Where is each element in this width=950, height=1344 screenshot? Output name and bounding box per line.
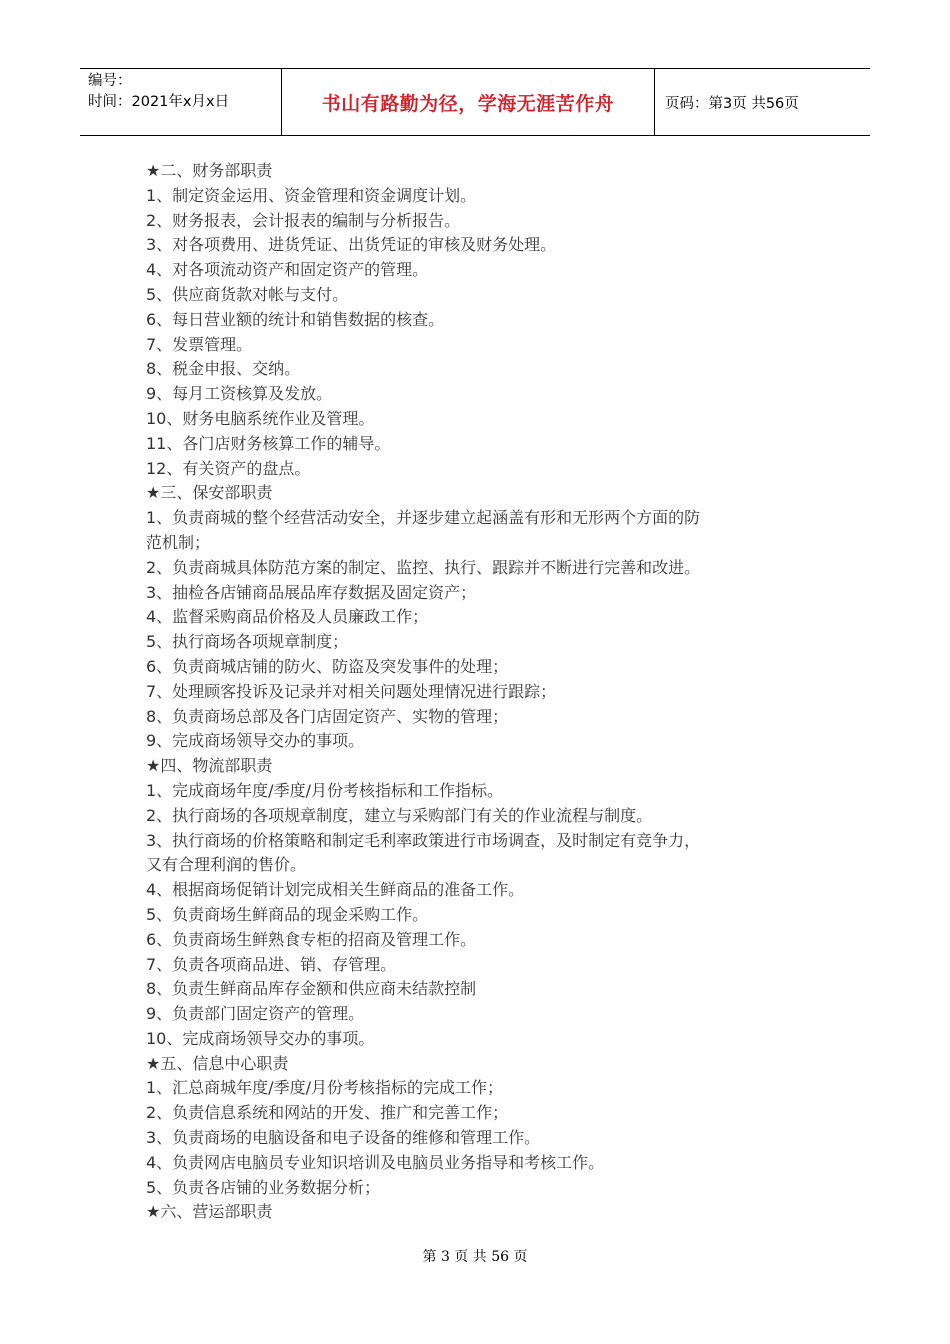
list-item: 9、负责部门固定资产的管理。 — [146, 1004, 365, 1024]
page-info: 页码：第3页 共56页 — [665, 95, 799, 112]
list-item: 又有合理利润的售价。 — [146, 855, 307, 875]
list-item: 4、对各项流动资产和固定资产的管理。 — [146, 260, 429, 280]
list-item: 2、负责信息系统和网站的开发、推广和完善工作； — [146, 1103, 509, 1123]
document-body — [146, 159, 826, 1225]
list-item: 12、有关资产的盘点。 — [146, 458, 311, 478]
list-item: 8、负责生鲜商品库存金额和供应商未结款控制 — [146, 979, 477, 999]
list-item: 1、负责商城的整个经营活动安全，并逐步建立起涵盖有形和无形两个方面的防 — [146, 508, 701, 528]
list-item: 5、供应商货款对帐与支付。 — [146, 284, 349, 304]
list-item: 3、抽检各店铺商品展品库存数据及固定资产； — [146, 582, 477, 602]
section-heading: ★三、保安部职责 — [146, 483, 273, 503]
list-item: 2、财务报表，会计报表的编制与分析报告。 — [146, 210, 461, 230]
page-footer: 第 3 页 共 56 页 — [422, 1249, 528, 1265]
list-item: 5、负责各店铺的业务数据分析； — [146, 1177, 381, 1197]
list-item: 9、完成商场领导交办的事项。 — [146, 731, 365, 751]
list-item: 1、汇总商城年度/季度/月份考核指标的完成工作； — [146, 1078, 503, 1098]
list-item: 10、财务电脑系统作业及管理。 — [146, 408, 375, 428]
list-item: 1、制定资金运用、资金管理和资金调度计划。 — [146, 185, 477, 205]
page-header — [80, 68, 870, 136]
list-item: 10、完成商场领导交办的事项。 — [146, 1028, 375, 1048]
list-item: 8、负责商场总部及各门店固定资产、实物的管理； — [146, 706, 509, 726]
list-item: 7、负责各项商品进、销、存管理。 — [146, 954, 397, 974]
section-heading: ★五、信息中心职责 — [146, 1053, 289, 1073]
list-item: 3、对各项费用、进货凭证、出货凭证的审核及财务处理。 — [146, 235, 557, 255]
number-label: 编号： — [88, 73, 132, 89]
section-heading: ★四、物流部职责 — [146, 756, 273, 776]
list-item: 5、执行商场各项规章制度； — [146, 632, 349, 652]
list-item: 6、负责商城店铺的防火、防盗及突发事件的处理； — [146, 656, 509, 676]
section-heading: ★六、营运部职责 — [146, 1202, 273, 1222]
list-item: 4、负责网店电脑员专业知识培训及电脑员业务指导和考核工作。 — [146, 1152, 605, 1172]
list-item: 范机制； — [146, 532, 211, 552]
list-item: 5、负责商场生鲜商品的现金采购工作。 — [146, 904, 429, 924]
list-item: 7、处理顾客投诉及记录并对相关问题处理情况进行跟踪； — [146, 681, 557, 701]
list-item: 7、发票管理。 — [146, 334, 253, 354]
motto-title: 书山有路勤为径，学海无涯苦作舟 — [282, 69, 655, 135]
list-item: 3、执行商场的价格策略和制定毛利率政策进行市场调查，及时制定有竞争力， — [146, 830, 701, 850]
header-meta — [80, 69, 282, 135]
list-item: 11、各门店财务核算工作的辅导。 — [146, 433, 391, 453]
time-label: 时间：2021年x月x日 — [88, 94, 230, 110]
list-item: 2、执行商场的各项规章制度，建立与采购部门有关的作业流程与制度。 — [146, 805, 653, 825]
list-item: 4、根据商场促销计划完成相关生鲜商品的准备工作。 — [146, 880, 525, 900]
list-item: 2、负责商城具体防范方案的制定、监控、执行、跟踪并不断进行完善和改进。 — [146, 557, 701, 577]
list-item: 8、税金申报、交纳。 — [146, 359, 301, 379]
list-item: 6、负责商场生鲜熟食专柜的招商及管理工作。 — [146, 929, 477, 949]
list-item: 9、每月工资核算及发放。 — [146, 384, 333, 404]
list-item: 3、负责商场的电脑设备和电子设备的维修和管理工作。 — [146, 1128, 541, 1148]
section-heading: ★二、财务部职责 — [146, 161, 273, 180]
list-item: 1、完成商场年度/季度/月份考核指标和工作指标。 — [146, 780, 503, 800]
list-item: 6、每日营业额的统计和销售数据的核查。 — [146, 309, 445, 329]
list-item: 4、监督采购商品价格及人员廉政工作； — [146, 607, 429, 627]
